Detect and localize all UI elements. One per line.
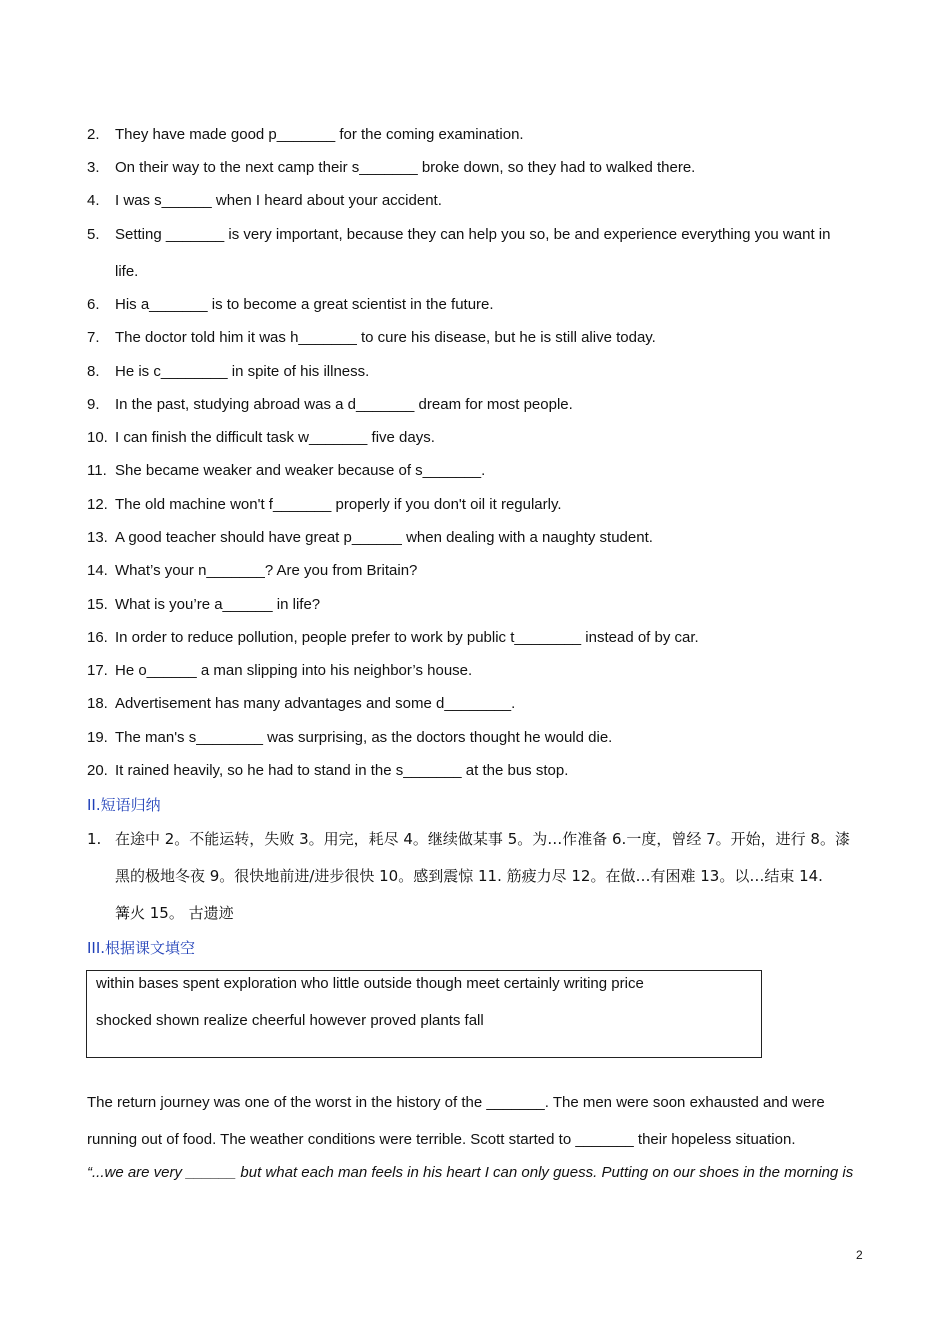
item-text-continued: life. — [115, 263, 139, 280]
item-text: He is c________ in spite of his illness. — [115, 363, 370, 380]
item-text: What is you’re a______ in life? — [115, 596, 321, 613]
item-number: 9. — [87, 396, 100, 413]
section-heading-fill-in: III.根据课文填空 — [87, 939, 196, 957]
section-heading-phrases: II.短语归纳 — [87, 796, 161, 814]
item-number: 18. — [87, 695, 108, 712]
item-number: 20. — [87, 762, 108, 779]
item-number: 14. — [87, 562, 108, 579]
phrase-line: 黑的极地冬夜 9。很快地前进/进步很快 10。感到震惊 11. 筋疲力尽 12。在做…有困难 13。以…结束 14. — [115, 867, 823, 885]
item-number: 15. — [87, 596, 108, 613]
item-text: She became weaker and weaker because of s_______. — [115, 462, 486, 479]
passage-line: running out of food. The weather conditions were terrible. Scott started to _______ their hopeless situation. — [87, 1131, 796, 1148]
item-number: 8. — [87, 363, 100, 380]
item-text: Advertisement has many advantages and some d________. — [115, 695, 516, 712]
item-number: 3. — [87, 159, 100, 176]
word-bank-box — [86, 970, 762, 1058]
item-text: They have made good p_______ for the coming examination. — [115, 126, 524, 143]
passage-line: The return journey was one of the worst in the history of the _______. The men were soon exhausted and were — [87, 1094, 825, 1111]
item-text: What’s your n_______? Are you from Britain? — [115, 562, 418, 579]
word-bank-row: shocked shown realize cheerful however proved plants fall — [96, 1012, 484, 1029]
item-number: 5. — [87, 226, 100, 243]
item-number: 4. — [87, 192, 100, 209]
item-text: In the past, studying abroad was a d_______ dream for most people. — [115, 396, 573, 413]
item-text: It rained heavily, so he had to stand in the s_______ at the bus stop. — [115, 762, 569, 779]
item-text: In order to reduce pollution, people prefer to work by public t________ instead of by car. — [115, 629, 699, 646]
phrase-lines — [115, 829, 850, 940]
word-bank-row: within bases spent exploration who little outside though meet certainly writing price — [96, 975, 644, 992]
item-text: The man's s________ was surprising, as the doctors thought he would die. — [115, 729, 613, 746]
page-number: 2 — [856, 1248, 863, 1262]
item-text: A good teacher should have great p______ when dealing with a naughty student. — [115, 529, 653, 546]
item-number: 11. — [87, 462, 107, 479]
item-text: The doctor told him it was h_______ to cure his disease, but he is still alive today. — [115, 329, 656, 346]
item-number: 10. — [87, 429, 108, 446]
item-text: He o______ a man slipping into his neighbor’s house. — [115, 662, 473, 679]
item-text: The old machine won't f_______ properly if you don't oil it regularly. — [115, 496, 562, 513]
item-number: 6. — [87, 296, 100, 313]
item-number: 12. — [87, 496, 108, 513]
item-number: 17. — [87, 662, 108, 679]
item-number: 19. — [87, 729, 108, 746]
phrase-line: 篝火 15。 古遗迹 — [115, 904, 234, 922]
item-text: I was s______ when I heard about your accident. — [115, 192, 442, 209]
item-number: 1. — [87, 830, 102, 848]
passage-quote-line: “...we are very ______ but what each man feels in his heart I can only guess. Putting on our shoes in the morning is — [87, 1164, 854, 1181]
item-text: Setting _______ is very important, because they can help you so, be and experience everything you want in — [115, 226, 831, 243]
phrase-line: 在途中 2。不能运转，失败 3。用完，耗尽 4。继续做某事 5。为…作准备 6.一度，曾经 7。开始，进行 8。漆 — [115, 830, 850, 848]
item-text: His a_______ is to become a great scientist in the future. — [115, 296, 494, 313]
item-number: 7. — [87, 329, 100, 346]
item-number: 16. — [87, 629, 108, 646]
item-text: I can finish the difficult task w_______ five days. — [115, 429, 435, 446]
item-number: 13. — [87, 529, 108, 546]
item-text: On their way to the next camp their s_______ broke down, so they had to walked there. — [115, 159, 696, 176]
item-number: 2. — [87, 126, 100, 143]
